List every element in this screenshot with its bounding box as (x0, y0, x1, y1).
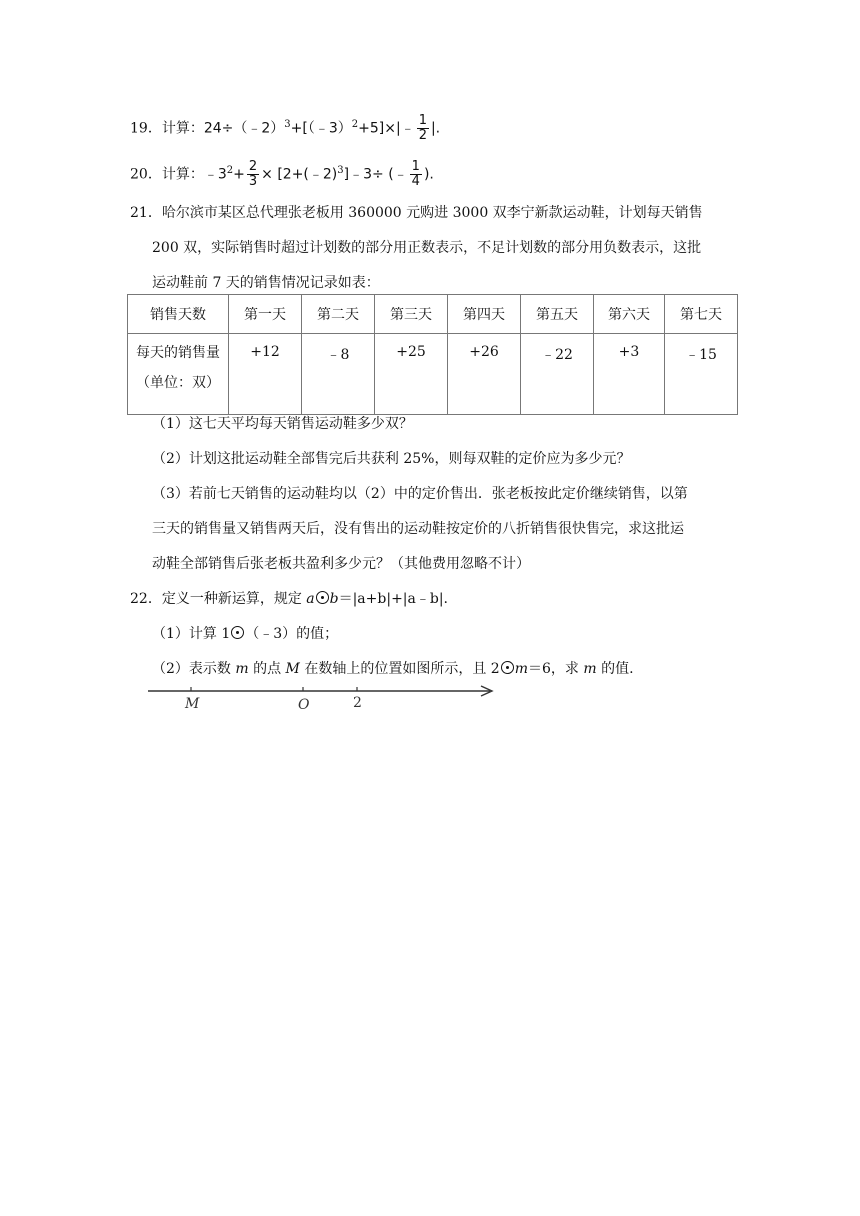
q20-label: 20．计算： (130, 166, 204, 183)
q19-label: 19．计算： (130, 120, 204, 137)
q21-sub-1: （1）这七天平均每天销售运动鞋多少双？ (152, 416, 413, 432)
value-cell: +26 (448, 334, 521, 415)
q22-s2-end: 的值. (596, 661, 634, 677)
label-O: O (298, 697, 310, 713)
value-cell: ﹣15 (665, 334, 738, 415)
label-2: 2 (353, 695, 362, 711)
q20-frac2-den: 4 (411, 174, 420, 189)
q20-frac2-num: 1 (411, 159, 420, 174)
q20-fraction-2 (410, 160, 422, 189)
value-cell: ﹣22 (521, 334, 594, 415)
circle-dot-operator-icon (316, 591, 329, 604)
label-M: M (185, 696, 200, 712)
q22-s2-mid2: 在数轴上的位置如图所示，且 2 (299, 661, 500, 677)
q20-p3: × [2+(﹣2) (261, 166, 338, 183)
q19-frac-num: 1 (418, 113, 427, 128)
q20-frac1-num: 2 (248, 159, 258, 174)
q22-s2-mid: 的点 (248, 661, 286, 677)
q20-fraction-1 (247, 160, 259, 189)
q19-exp1: 3 (284, 118, 291, 130)
header-cell: 销售天数 (128, 295, 229, 334)
q19-expr-end: |. (430, 120, 441, 137)
q19-fraction (417, 114, 429, 143)
q22-var-b: b (329, 591, 339, 607)
q20-p2: + (233, 166, 245, 183)
question-19 (130, 114, 440, 143)
q22-intro-pre: 22．定义一种新运算，规定 (130, 591, 307, 607)
q22-s2-mid3: ＝6，求 (527, 661, 584, 677)
header-cell: 第三天 (375, 295, 448, 334)
q22-var-m-2: m (514, 661, 528, 677)
q22-intro-post: ＝|a+b|+|a﹣b|. (338, 591, 448, 607)
header-cell: 第四天 (448, 295, 521, 334)
q20-p4: ]﹣3÷ (﹣ (343, 166, 408, 183)
row-label-line-2: （单位：双） (136, 375, 220, 391)
q19-expr-mid: +[（﹣3） (290, 120, 352, 137)
q19-frac-den: 2 (418, 128, 427, 143)
q21-line-2: 200 双，实际销售时超过计划数的部分用正数表示，不足计划数的部分用负数表示，这批 (152, 240, 702, 256)
circle-dot-operator-icon (231, 626, 244, 639)
q22-s1-post: （﹣3）的值； (245, 626, 339, 642)
q22-s2-pre: （2）表示数 (152, 661, 236, 677)
circle-dot-operator-icon (501, 661, 514, 674)
q20-frac1-den: 3 (248, 174, 258, 189)
header-cell: 第一天 (229, 295, 302, 334)
header-cell: 第五天 (521, 295, 594, 334)
question-20 (130, 160, 434, 189)
q22-var-m: m (235, 661, 249, 677)
value-cell: ﹣8 (302, 334, 375, 415)
q19-exp2: 2 (351, 118, 359, 130)
q21-sub-3-line-2: 三天的销售量又销售两天后，没有售出的运动鞋按定价的八折销售很快售完，求这批运 (152, 521, 684, 537)
row-label-line-1: 每天的销售量 (136, 345, 220, 361)
q22-intro (130, 589, 448, 609)
q21-sub-3-line-1: （3）若前七天销售的运动鞋均以（2）中的定价售出．张老板按此定价继续销售，以第 (152, 486, 688, 502)
q22-var-a: a (306, 591, 315, 607)
q22-var-M: M (285, 661, 300, 677)
sales-table-header-row (128, 295, 738, 334)
q21-sub-2: （2）计划这批运动鞋全部售完后共获利 25%，则每双鞋的定价应为多少元？ (152, 451, 631, 467)
q22-sub-2 (152, 659, 634, 679)
q21-line-3: 运动鞋前 7 天的销售情况记录如表： (152, 275, 380, 291)
header-cell: 第七天 (665, 295, 738, 334)
q19-expr-post: +5]×|﹣ (358, 120, 415, 137)
q22-var-m-3: m (583, 661, 597, 677)
header-cell: 第六天 (594, 295, 665, 334)
q20-e2: 3 (337, 164, 344, 176)
row-label-cell (128, 334, 229, 415)
q20-e1: 2 (226, 164, 234, 176)
q22-sub-1 (152, 624, 338, 644)
sales-table-data-row (128, 334, 738, 415)
q21-line-1: 21．哈尔滨市某区总代理张老板用 360000 元购进 3000 双李宁新款运动鞋，计划每天销售 (130, 205, 703, 221)
q20-p1: ﹣3 (203, 166, 227, 183)
value-cell: +3 (594, 334, 665, 415)
value-cell: +25 (375, 334, 448, 415)
header-cell: 第二天 (302, 295, 375, 334)
number-line-diagram (140, 680, 510, 716)
q20-p5: ). (423, 166, 434, 183)
q22-s1-pre: （1）计算 1 (152, 626, 231, 642)
q19-expr-pre: 24÷（﹣2） (203, 120, 285, 137)
sales-table (127, 294, 738, 415)
q21-sub-3-line-3: 动鞋全部销售后张老板共盈利多少元？（其他费用忽略不计） (152, 556, 530, 572)
value-cell: +12 (229, 334, 302, 415)
